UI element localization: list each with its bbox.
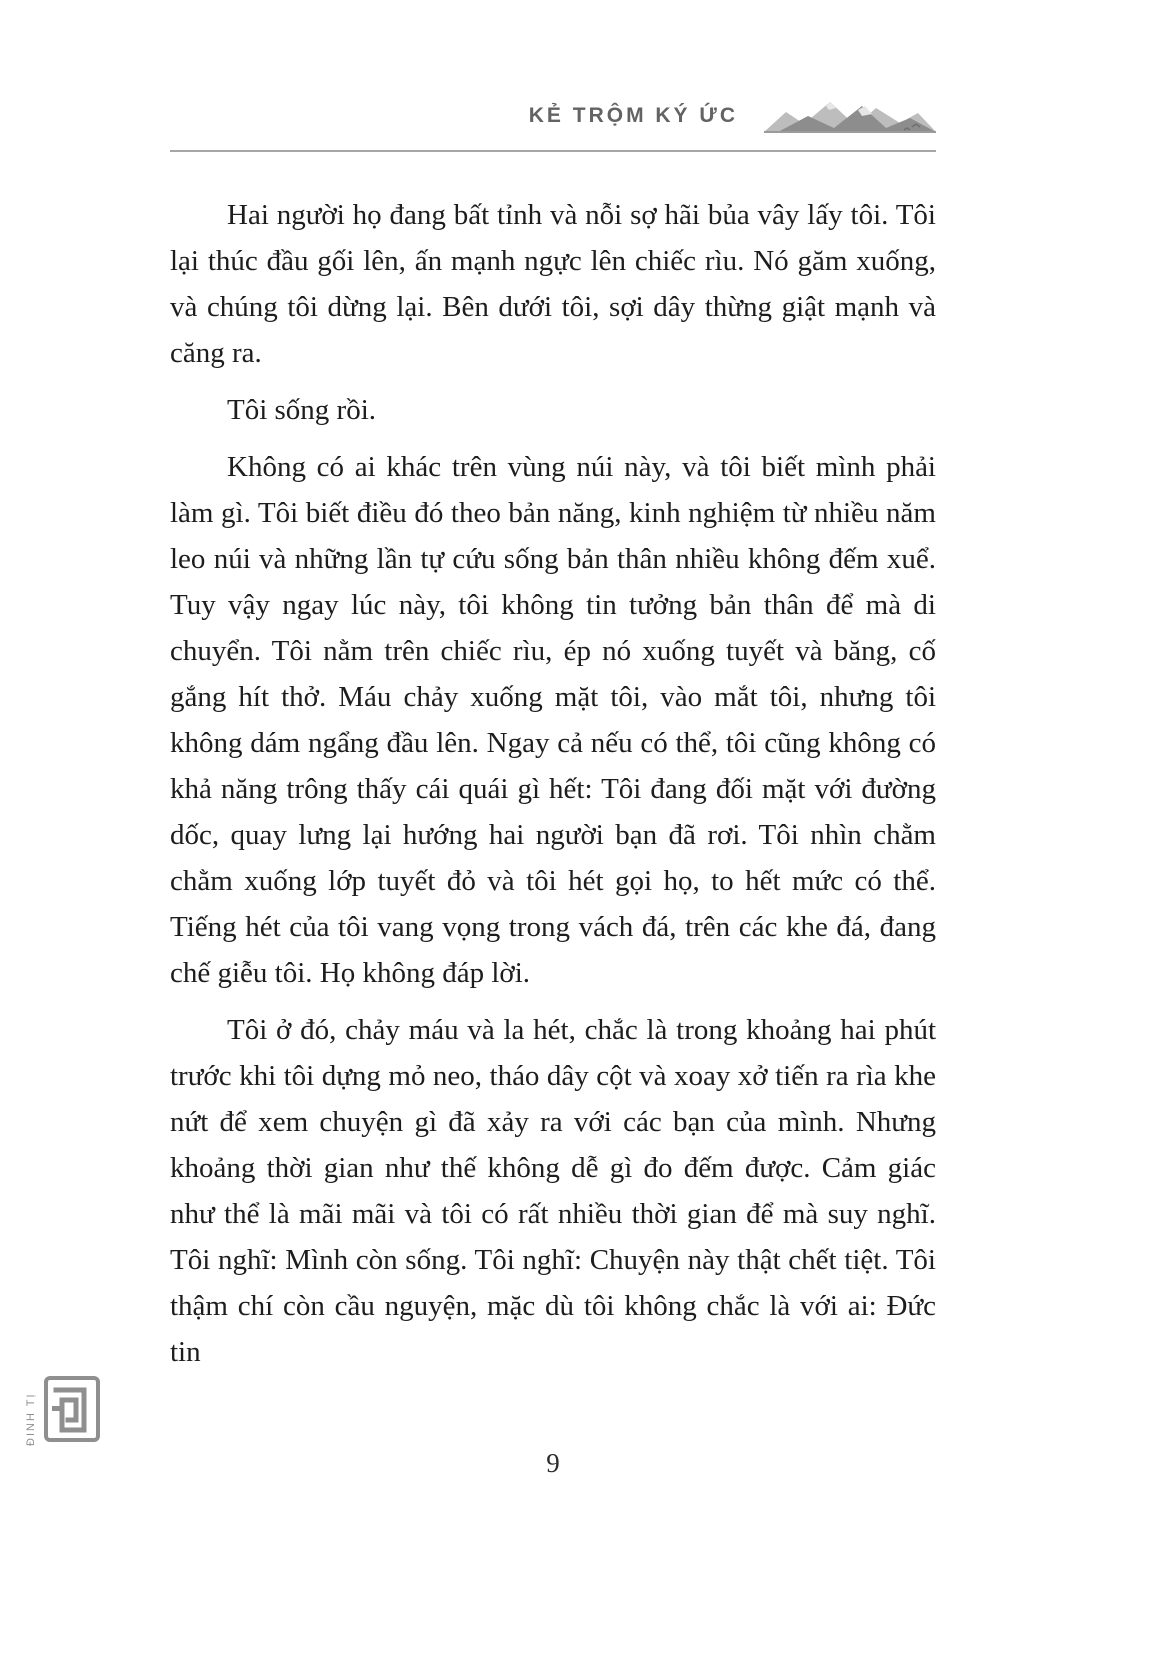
book-title-header: KẺ TRỘM KÝ ỨC — [528, 104, 738, 127]
text-column — [170, 96, 936, 1386]
publisher-logo-text: ĐINH TỊ — [25, 1392, 37, 1446]
paragraph: Không có ai khác trên vùng núi này, và tôi biết mình phải làm gì. Tôi biết điều đó theo bản năng, kinh nghiệm từ nhiều năm leo núi và những lần tự cứu sống bản thân nhiều không đếm xuể. Tuy vậy ngay lúc này, tôi không tin tưởng bản thân để mà di chuyển. Tôi nằm trên chiếc rìu, ép nó xuống tuyết và băng, cố gắng hít thở. Máu chảy xuống mặt tôi, vào mắt tôi, nhưng tôi không dám ngẩng đầu lên. Ngay cả nếu có thể, tôi cũng không có khả năng trông thấy cái quái gì hết: Tôi đang đối mặt với đường dốc, quay lưng lại hướng hai người bạn đã rơi. Tôi nhìn chằm chằm xuống lớp tuyết đỏ và tôi hét gọi họ, to hết mức có thể. Tiếng hét của tôi vang vọng trong vách đá, trên các khe đá, đang chế giễu tôi. Họ không đáp lời. — [170, 451, 936, 989]
page-body — [170, 192, 936, 1375]
paragraph: Hai người họ đang bất tỉnh và nỗi sợ hãi bủa vây lấy tôi. Tôi lại thúc đầu gối lên, ấn mạnh ngực lên chiếc rìu. Nó găm xuống, và chúng tôi dừng lại. Bên dưới tôi, sợi dây thừng giật mạnh và căng ra. — [170, 199, 936, 369]
publisher-seal-icon — [24, 1368, 102, 1452]
publisher-logo — [24, 1368, 102, 1452]
page-number: 9 — [546, 1448, 560, 1478]
running-header — [170, 96, 936, 152]
paragraph: Tôi sống rồi. — [227, 394, 377, 426]
mountain-range-icon — [764, 96, 936, 136]
paragraph: Tôi ở đó, chảy máu và la hét, chắc là trong khoảng hai phút trước khi tôi dựng mỏ neo, tháo dây cột và xoay xở tiến ra rìa khe nứt để xem chuyện gì đã xảy ra với các bạn của mình. Nhưng khoảng thời gian như thế không dễ gì đo đếm được. Cảm giác như thể là mãi mãi và tôi có rất nhiều thời gian để mà suy nghĩ. Tôi nghĩ: Mình còn sống. Tôi nghĩ: Chuyện này thật chết tiệt. Tôi thậm chí còn cầu nguyện, mặc dù tôi không chắc là với ai: Đức tin — [170, 1014, 936, 1368]
